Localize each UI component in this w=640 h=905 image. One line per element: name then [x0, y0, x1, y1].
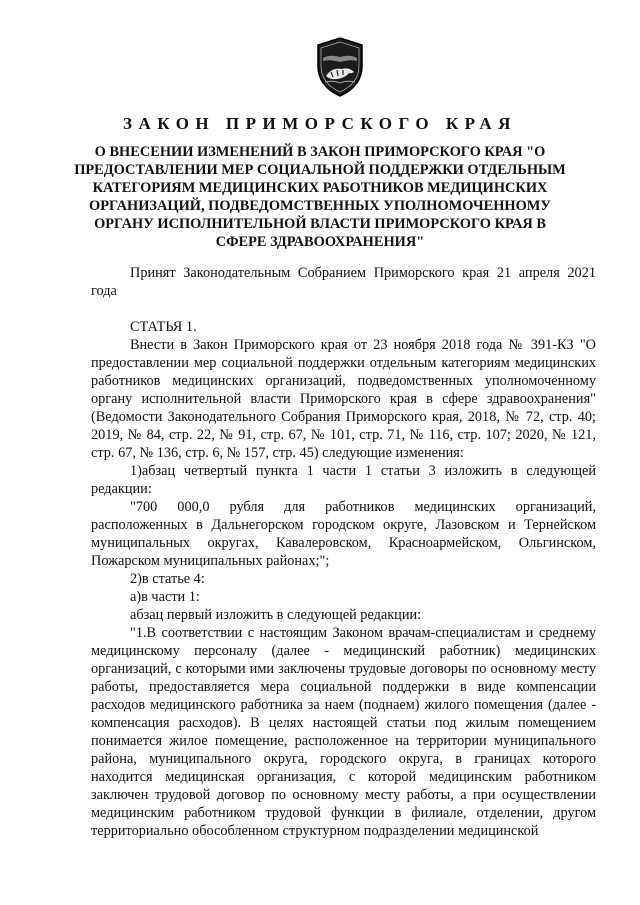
spacer: [91, 300, 596, 318]
document-title: ЗАКОН ПРИМОРСКОГО КРАЯ: [123, 114, 517, 133]
adoption-note: Принят Законодательным Собранием Приморского края 21 апреля 2021 года: [91, 265, 596, 299]
paragraph-quote-2: "1.В соответствии с настоящим Законом врачам-специалистам и среднему медицинскому персоналу (далее - медицинский работник) медицинских организаций, с которыми ими заключены трудовые договоры по основному месту работы, предоставляется мера социальной поддержки в виде компенсации расходов медицинского работника за наем (поднаем) жилого помещения (далее - компенсация расходов). В целях настоящей статьи под жилым помещением понимается жилое помещение, расположенное на территории муниципального района, муниципального округа, городского округа, в границах которого находится медицинская организация, с которой медицинским работником заключен трудовой договор по основному месту работы, а при осуществлении медицинским работником трудовой функции в филиале, отделении, другом территориально обособленном структурном подразделении медицинской: [91, 625, 596, 839]
paragraph-subitem-a: а)в части 1:: [130, 589, 200, 605]
paragraph-item-1: 1)абзац четвертый пункта 1 части 1 статьи 3 изложить в следующей редакции:: [91, 463, 596, 497]
paragraph-item-2: 2)в статье 4:: [130, 571, 205, 587]
paragraph-instruction: абзац первый изложить в следующей редакции:: [130, 607, 422, 623]
article-heading: СТАТЬЯ 1.: [130, 319, 197, 335]
paragraph-intro: Внести в Закон Приморского края от 23 ноября 2018 года № 391-КЗ "О предоставлении мер социальной поддержки отдельным категориям медицинских работников медицинских организаций, подведомственных уполномоченному органу исполнительной власти Приморского края в сфере здравоохранения" (Ведомости Законодательного Собрания Приморского края, 2018, № 72, стр. 40; 2019, № 84, стр. 22, № 91, стр. 67, № 101, стр. 71, № 116, стр. 107; 2020, № 121, стр. 67, № 136, стр. 6, № 157, стр. 45) следующие изменения:: [91, 337, 596, 461]
document-body: [91, 264, 596, 840]
law-subtitle: О ВНЕСЕНИИ ИЗМЕНЕНИЙ В ЗАКОН ПРИМОРСКОГО КРАЯ "О ПРЕДОСТАВЛЕНИИ МЕР СОЦИАЛЬНОЙ ПОДДЕРЖКИ ОТДЕЛЬНЫМ КАТЕГОРИЯМ МЕДИЦИНСКИХ РАБОТНИКОВ МЕДИЦИНСКИХ ОРГАНИЗАЦИЙ, ПОДВЕДОМСТВЕННЫХ УПОЛНОМОЧЕННОМУ ОРГАНУ ИСПОЛНИТЕЛЬНОЙ ВЛАСТИ ПРИМОРСКОГО КРАЯ В СФЕРЕ ЗДРАВООХРАНЕНИЯ": [74, 144, 566, 250]
primorsky-krai-emblem-icon: [313, 36, 367, 98]
paragraph-quote-1: "700 000,0 рубля для работников медицинских организаций, расположенных в Дальнегорском городском округе, Лазовском и Тернейском муниципальных округах, Кавалеровском, Красноармейском, Ольгинском, Пожарском муниципальных районах;";: [91, 499, 596, 569]
